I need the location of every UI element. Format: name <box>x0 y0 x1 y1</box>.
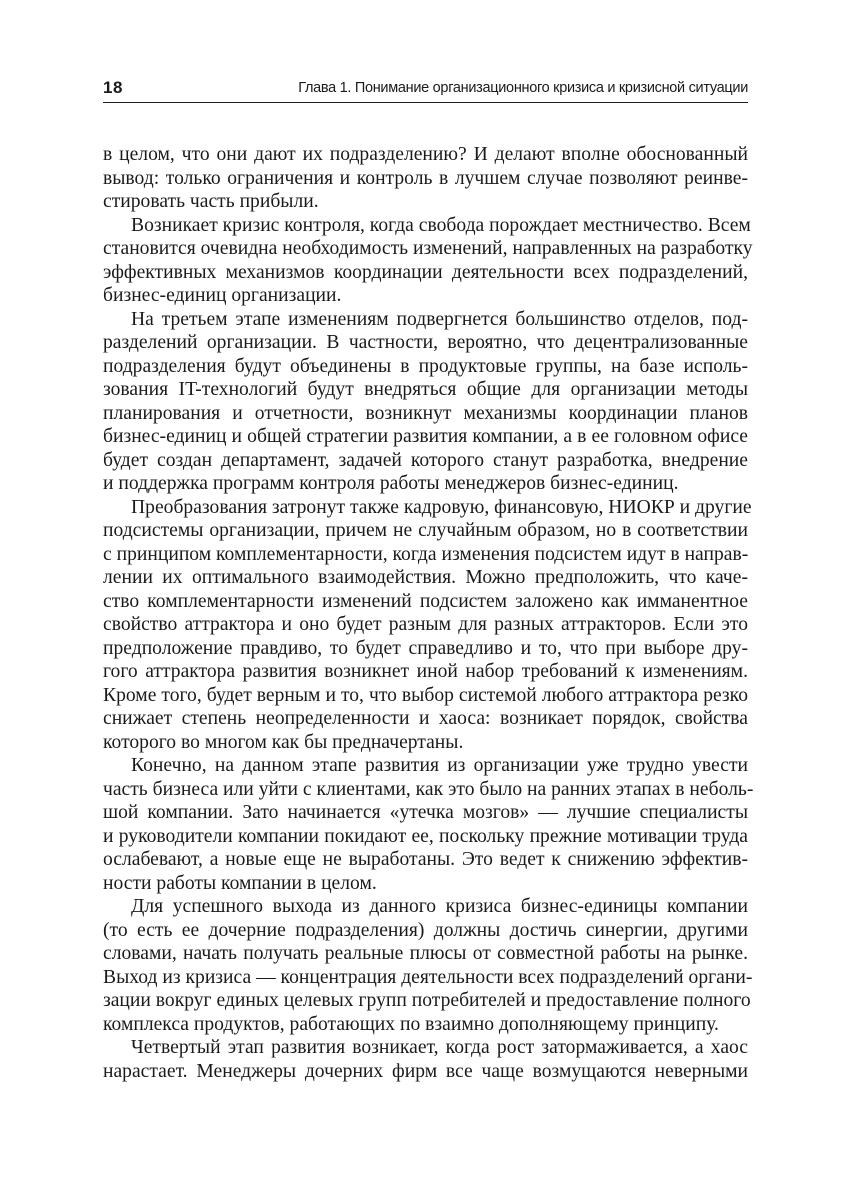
text-line: шой компании. Зато начинается «утечка мозгов» — лучшие специалисты <box>103 802 748 823</box>
text-line: и поддержка программ контроля работы менеджеров бизнес-единиц. <box>103 473 679 494</box>
text-line: в целом, что они дают их подразделению? И делают вполне обоснованный <box>103 144 748 165</box>
text-line: которого во многом как бы предначертаны. <box>103 731 464 753</box>
text-line: словами, начать получать реальные плюсы от совместной работы на рынке. <box>103 943 748 964</box>
text-line: будет создан департамент, задачей которого станут разработка, внедрение <box>103 449 748 471</box>
text-line: Преобразования затронут также кадровую, финансовую, НИОКР и другие <box>131 496 752 518</box>
text-line: разделений организации. В частности, вероятно, что децентрализованные <box>103 332 748 353</box>
paragraph <box>103 496 752 755</box>
text-line: становится очевидна необходимость изменений, направленных на разработку <box>103 238 753 259</box>
text-line: Кроме того, будет верным и то, что выбор системой любого аттрактора резко <box>103 684 748 706</box>
text-line: бизнес-единиц организации. <box>103 285 342 306</box>
text-line: гого аттрактора развития возникнет иной набор требований к изменениям. <box>103 661 748 682</box>
text-line: Возникает кризис контроля, когда свобода порождает местничество. Всем <box>131 214 751 236</box>
paragraph <box>103 214 753 308</box>
text-line: подразделения будут объединены в продуктовые группы, на базе исполь- <box>103 355 748 377</box>
text-line: зования IT-технологий будут внедряться общие для организации методы <box>103 379 748 400</box>
text-line: ности работы компании в целом. <box>103 872 377 894</box>
text-line: с принципом комплементарности, когда изменения подсистем идут в направ- <box>103 543 749 565</box>
text-line: нарастает. Менеджеры дочерних фирм все чаще возмущаются неверными <box>103 1060 748 1082</box>
text-line: свойство аттрактора и оно будет разным для разных аттракторов. Если это <box>103 614 748 635</box>
text-line: лении их оптимального взаимодействия. Можно предположить, что каче- <box>103 567 748 588</box>
text-line: На третьем этапе изменениям подвергнется большинство отделов, под- <box>131 308 748 330</box>
text-line: (то есть ее дочерние подразделения) должны достичь синергии, другими <box>103 919 748 941</box>
text-line: часть бизнеса или уйти с клиентами, как это было на ранних этапах в неболь- <box>103 778 754 800</box>
page-header <box>103 76 748 103</box>
text-line: Четвертый этап развития возникает, когда рост затормаживается, а хаос <box>131 1037 748 1058</box>
text-line: Конечно, на данном этапе развития из организации уже трудно увести <box>131 755 748 776</box>
paragraph <box>103 1036 748 1083</box>
text-line: снижает степень неопределенности и хаоса: возникает порядок, свойства <box>103 708 748 729</box>
text-line: зации вокруг единых целевых групп потребителей и предоставление полного <box>103 990 751 1011</box>
text-line: вывод: только ограничения и контроль в лучшем случае позволяют реинве- <box>103 167 748 189</box>
text-line: эффективных механизмов координации деятельности всех подразделений, <box>103 261 748 283</box>
paragraph <box>103 308 748 496</box>
text-line: Для успешного выхода из данного кризиса бизнес-единицы компании <box>131 896 748 917</box>
text-line: бизнес-единиц и общей стратегии развития компании, а в ее головном офисе <box>103 426 748 447</box>
paragraph <box>103 754 754 895</box>
text-line: ослабевают, а новые еще не выработаны. Это ведет к снижению эффектив- <box>103 849 748 870</box>
text-line: предположение правдиво, то будет справедливо и то, что при выборе дру- <box>103 637 748 659</box>
text-line: стировать часть прибыли. <box>103 191 319 212</box>
text-line: ство комплементарности изменений подсистем заложено как имманентное <box>103 590 748 612</box>
body-text <box>103 143 754 1083</box>
running-title: Глава 1. Понимание организационного кризиса и кризисной ситуации <box>298 80 748 96</box>
text-line: подсистемы организации, причем не случайным образом, но в соответствии <box>103 520 748 541</box>
page-number: 18 <box>103 78 123 97</box>
paragraph <box>103 143 748 214</box>
text-line: комплекса продуктов, работающих по взаимно дополняющему принципу. <box>103 1013 719 1035</box>
text-line: планирования и отчетности, возникнут механизмы координации планов <box>103 402 748 424</box>
text-line: и руководители компании покидают ее, поскольку прежние мотивации труда <box>103 825 748 847</box>
text-line: Выход из кризиса — концентрация деятельности всех подразделений органи- <box>103 966 753 988</box>
paragraph <box>103 895 753 1036</box>
